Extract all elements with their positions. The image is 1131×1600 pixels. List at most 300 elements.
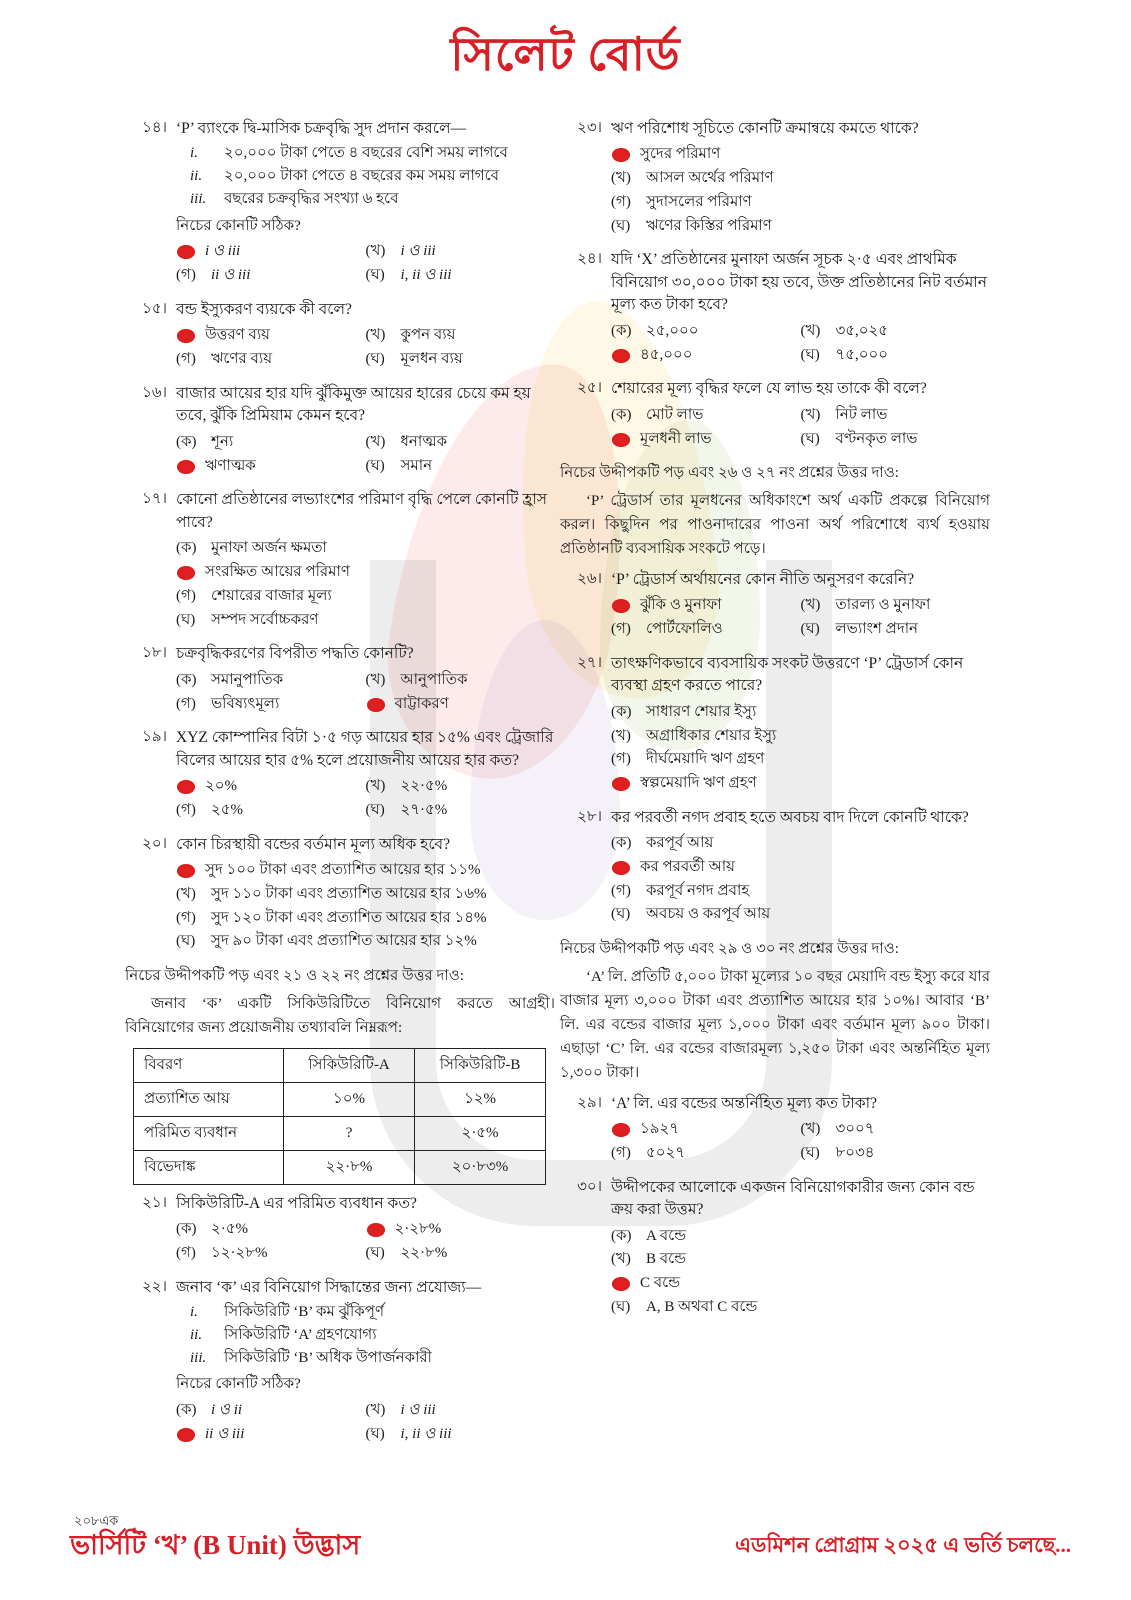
question-number: ২২। (142, 1278, 167, 1295)
option-text: করপূর্ব আয় (646, 835, 714, 852)
option-text: সমান (400, 457, 433, 474)
filled-bubble-icon (367, 698, 385, 712)
roman-text: বছরের চক্রবৃদ্ধির সংখ্যা ৬ হবে (224, 190, 399, 207)
question-item (125, 727, 555, 822)
roman-statement (176, 1325, 555, 1347)
question-number: ২৬। (577, 570, 602, 587)
option-label: (ঘ) (365, 1425, 385, 1442)
question-item (560, 249, 990, 367)
option-text: সুদের পরিমাণ (640, 146, 721, 163)
question-number: ২৩। (577, 120, 602, 136)
option-label: (খ) (176, 885, 196, 902)
option-label: (খ) (365, 778, 386, 795)
filled-bubble-icon (612, 433, 630, 447)
table-header-row (134, 1048, 546, 1082)
options-group (176, 669, 555, 717)
option-text: ১৯২৭ (640, 1121, 679, 1138)
answer-option[interactable] (801, 594, 991, 618)
question-number: ২৮। (577, 808, 602, 825)
question-stem: শেয়ারের মূল্য বৃদ্ধির ফলে যে লাভ হয় তাকে কী বলে? (611, 380, 927, 398)
option-label: (ঘ) (611, 217, 631, 234)
question-number: ২৭। (577, 654, 602, 671)
option-text: ভবিষ্যৎমূল্য (211, 695, 280, 712)
option-text: শূন্য (211, 433, 234, 450)
answer-option[interactable] (801, 404, 991, 428)
answer-option[interactable] (176, 1423, 366, 1447)
option-text: ২·৫% (211, 1221, 248, 1238)
roman-statement (176, 1348, 555, 1370)
answer-option[interactable] (611, 167, 990, 191)
filled-bubble-icon (612, 777, 630, 791)
roman-label: ii. (190, 1326, 203, 1343)
question-stem: ঋণ পরিশোধ সূচিতে কোনটি ক্রমান্বয়ে কমতে থাকে? (611, 120, 919, 137)
question-stem: কর পরবর্তী নগদ প্রবাহ হতে অবচয় বাদ দিলে কোনটি থাকে? (611, 808, 969, 826)
sub-question-prompt: নিচের কোনটি সঠিক? (176, 1376, 301, 1393)
answer-option[interactable] (611, 215, 990, 239)
option-text: ৪৫,০০০ (640, 346, 693, 363)
answer-option[interactable] (611, 143, 990, 167)
question-body (611, 1093, 990, 1166)
answer-option[interactable] (611, 1272, 990, 1296)
option-label: (ক) (176, 1221, 197, 1238)
option-label: (খ) (365, 327, 386, 344)
question-item (560, 1177, 990, 1320)
option-text: লভ্যাংশ প্রদান (835, 621, 919, 638)
answer-option[interactable] (366, 669, 556, 693)
answer-option[interactable] (366, 1218, 556, 1242)
question-number: ১৭। (142, 491, 167, 508)
question-body (611, 378, 990, 451)
question-stem: XYZ কোম্পানির বিটা ১·৫ গড় আয়ের হার ১৫% এবং ট্রেজারি বিলের আয়ের হার ৫% হলে প্রয়োজনীয় আয়ের হার কত? (176, 729, 554, 769)
options-group (611, 701, 990, 796)
securities-table (133, 1048, 546, 1185)
option-label: (খ) (611, 727, 631, 744)
option-text: ২৫% (211, 801, 243, 818)
option-label: (ঘ) (611, 906, 631, 923)
roman-statement (176, 166, 555, 188)
filled-bubble-icon (612, 861, 630, 875)
roman-label: ii. (190, 168, 203, 185)
answer-option[interactable] (366, 799, 556, 823)
option-text: ii ও iii (211, 267, 251, 284)
answer-option[interactable] (366, 431, 556, 455)
question-stem: তাৎক্ষণিকভাবে ব্যবসায়িক সংকট উত্তরণে ‘P’ ট্রেডার্স কোন ব্যবস্থা গ্রহণ করতে পারে? (611, 654, 964, 695)
option-text: সুদ ১১০ টাকা এবং প্রত্যাশিত আয়ের হার ১৬% (211, 885, 487, 902)
option-label: (ঘ) (800, 346, 820, 363)
footer-left-label: ভার্সিটি ‘খ’ (B Unit) উদ্ভাস (70, 1530, 361, 1560)
roman-label: i. (190, 145, 198, 162)
left-column (125, 118, 555, 1458)
filled-bubble-icon (612, 349, 630, 363)
footer-right: এডমিশন প্রোগ্রাম ২০২৫ এ ভর্তি চলছে... (735, 1533, 1071, 1557)
option-label: (খ) (365, 433, 386, 450)
option-text: i ও iii (205, 243, 241, 260)
passage-text: জনাব ‘ক’ একটি সিকিউরিটিতে বিনিয়োগ করতে আগ্রহী। বিনিয়োগের জন্য প্রয়োজনীয় তথ্যাবলি নিম্নরূপ: (125, 995, 555, 1036)
answer-option[interactable] (366, 264, 556, 288)
question-body (176, 383, 555, 478)
answer-option[interactable] (611, 1248, 990, 1272)
answer-option[interactable] (611, 880, 990, 904)
option-label: (ঘ) (365, 267, 385, 284)
option-label: (ঘ) (176, 933, 196, 950)
answer-option[interactable] (176, 693, 366, 717)
question-stem: সিকিউরিটি-A এর পরিমিত ব্যবধান কত? (176, 1194, 417, 1212)
option-label: (গ) (176, 801, 196, 818)
answer-option[interactable] (176, 775, 366, 799)
table-cell: পরিমিত ব্যবধান (134, 1116, 284, 1150)
answer-option[interactable] (176, 264, 366, 288)
answer-option[interactable] (176, 455, 366, 479)
answer-option[interactable] (611, 191, 990, 215)
option-label: (খ) (611, 170, 631, 187)
question-number: ২০। (142, 835, 167, 852)
answer-option[interactable] (176, 859, 555, 883)
option-text: তারল্য ও মুনাফা (835, 597, 931, 614)
answer-option[interactable] (176, 1242, 366, 1266)
option-label: (ক) (611, 406, 632, 423)
options-group (611, 1225, 990, 1320)
roman-text: ২০,০০০ টাকা পেতে ৪ বছরের কম সময় লাগবে (224, 168, 500, 185)
option-label: (খ) (800, 597, 821, 614)
question-item (125, 1277, 555, 1447)
filled-bubble-icon (612, 148, 630, 162)
question-item (125, 643, 555, 716)
option-text: সুদাসলের পরিমাণ (646, 193, 752, 210)
option-label: (ক) (611, 1227, 632, 1244)
answer-option[interactable] (611, 428, 801, 452)
option-label: (ঘ) (800, 1144, 820, 1161)
answer-option[interactable] (801, 428, 991, 452)
passage-instruction: নিচের উদ্দীপকটি পড় এবং ২৬ ও ২৭ নং প্রশ্নের উত্তর দাও: (560, 465, 899, 482)
option-text: সাধারণ শেয়ার ইস্যু (646, 703, 757, 720)
option-text: কুপন ব্যয় (400, 327, 456, 344)
option-label: (ঘ) (365, 801, 385, 818)
option-text: ধনাত্মক (400, 433, 448, 450)
answer-option[interactable] (366, 775, 556, 799)
question-item (560, 807, 990, 927)
option-label: (গ) (176, 695, 196, 712)
footer-left (70, 1512, 360, 1570)
option-text: ঋণাত্মক (205, 457, 256, 474)
option-label: (গ) (611, 751, 631, 768)
table-column-header: সিকিউরিটি-A (283, 1048, 415, 1082)
options-group (611, 143, 990, 238)
filled-bubble-icon (177, 566, 195, 580)
table-cell: ২২·৮% (283, 1150, 415, 1184)
options-group (176, 859, 555, 954)
question-stem: ‘P’ ট্রেডার্স অর্থায়নের কোন নীতি অনুসরণ করেনি? (611, 570, 915, 588)
roman-statement (176, 143, 555, 165)
roman-label: iii. (190, 190, 207, 207)
passage-instruction: নিচের উদ্দীপকটি পড় এবং ২৯ ও ৩০ নং প্রশ্নের উত্তর দাও: (560, 941, 899, 958)
option-label: (খ) (611, 1251, 631, 1268)
answer-option[interactable] (176, 561, 555, 585)
answer-option[interactable] (611, 701, 990, 725)
option-label: (ঘ) (365, 457, 385, 474)
option-label: (গ) (611, 621, 631, 638)
question-stem: চক্রবৃদ্ধিকরণের বিপরীত পদ্ধতি কোনটি? (176, 645, 414, 663)
footer-page-number: ২০৮এক (74, 1513, 119, 1528)
question-stem: ‘P’ ব্যাংকে দ্বি-মাসিক চক্রবৃদ্ধি সুদ প্রদান করলে— (176, 120, 467, 137)
answer-option[interactable] (176, 669, 366, 693)
option-text: কর পরবর্তী আয় (640, 858, 735, 875)
option-text: ২·২৮% (394, 1221, 442, 1238)
question-number: ১৮। (142, 645, 167, 662)
options-group (176, 537, 555, 632)
question-body (176, 1193, 555, 1266)
option-label: (ঘ) (365, 351, 385, 368)
answer-option[interactable] (366, 324, 556, 348)
answer-option[interactable] (176, 431, 366, 455)
answer-option[interactable] (801, 618, 991, 642)
filled-bubble-icon (177, 864, 195, 878)
table-row (134, 1116, 546, 1150)
question-item (560, 1093, 990, 1166)
option-label: (ক) (176, 671, 197, 688)
question-number: ২৯। (577, 1094, 602, 1111)
passage-text: ‘P’ ট্রেডার্স তার মূলধনের অধিকাংশে অর্থ একটি প্রকল্পে বিনিয়োগ করল। কিছুদিন পর পাওনাদারের পাওনা অর্থ পরিশোধে ব্যর্থ হওয়ায় প্রতিষ্ঠানটি ব্যবসায়িক সংকটে পড়ে। (560, 492, 990, 557)
option-label: (গ) (611, 882, 631, 899)
answer-option[interactable] (176, 883, 555, 907)
question-item (125, 834, 555, 954)
table-column-header: সিকিউরিটি-B (415, 1048, 545, 1082)
answer-option[interactable] (176, 609, 555, 633)
page-title: সিলেট বোর্ড (450, 29, 681, 80)
answer-option[interactable] (176, 537, 555, 561)
option-text: ২৫,০০০ (646, 322, 699, 339)
option-label: (ঘ) (611, 1298, 631, 1315)
question-body (176, 489, 555, 632)
filled-bubble-icon (177, 460, 195, 474)
option-text: সংরক্ষিত আয়ের পরিমাণ (205, 564, 350, 581)
answer-option[interactable] (611, 748, 990, 772)
question-number: ১৬। (142, 384, 167, 401)
table-column-header: বিবরণ (134, 1048, 284, 1082)
answer-option[interactable] (611, 344, 801, 368)
answer-option[interactable] (611, 1142, 801, 1166)
option-text: শেয়ারের বাজার মূল্য (211, 587, 332, 604)
options-group (611, 832, 990, 927)
question-number: ১৯। (142, 729, 167, 746)
question-body (176, 643, 555, 716)
answer-option[interactable] (801, 1142, 991, 1166)
table-cell: ১২% (415, 1082, 545, 1116)
option-text: i ও ii (211, 1402, 243, 1419)
answer-option[interactable] (611, 1225, 990, 1249)
option-label: (গ) (176, 351, 196, 368)
option-text: ১২·২৮% (211, 1244, 268, 1261)
answer-option[interactable] (801, 1118, 991, 1142)
answer-option[interactable] (611, 856, 990, 880)
option-text: ৮০৩৪ (835, 1144, 875, 1161)
option-label: (গ) (176, 267, 196, 284)
table-cell: ২·৫% (415, 1116, 545, 1150)
option-label: (ঘ) (176, 611, 196, 628)
filled-bubble-icon (177, 329, 195, 343)
option-text: ৭৫,০০০ (835, 346, 888, 363)
question-stem: উদ্দীপকের আলোকে একজন বিনিয়োগকারীর জন্য কোন বন্ড ক্রয় করা উত্তম? (611, 1178, 975, 1219)
option-text: i ও iii (400, 243, 436, 260)
question-stem: বাজার আয়ের হার যদি ঝুঁকিমুক্ত আয়ের হারের চেয়ে কম হয় তবে, ঝুঁকি প্রিমিয়াম কেমন হবে? (176, 384, 531, 425)
option-label: (ঘ) (800, 621, 820, 638)
answer-option[interactable] (611, 903, 990, 927)
option-text: ২০% (205, 778, 238, 795)
question-body (176, 834, 555, 954)
answer-option[interactable] (176, 324, 366, 348)
options-group (176, 240, 555, 288)
option-text: ঋণের কিস্তির পরিমাণ (646, 217, 772, 234)
question-body (176, 118, 555, 288)
question-body (611, 118, 990, 238)
answer-option[interactable] (366, 348, 556, 372)
answer-option[interactable] (176, 930, 555, 954)
answer-option[interactable] (176, 1218, 366, 1242)
question-stem: যদি ‘X’ প্রতিষ্ঠানের মুনাফা অর্জন সূচক ২·৫ এবং প্রাথমিক বিনিয়োগ ৩০,০০০ টাকা হয় তবে, উক্ত প্রতিষ্ঠানের নিট বর্তমান মূল্য কত টাকা হবে? (611, 251, 988, 314)
options-group (176, 431, 555, 479)
question-item (560, 118, 990, 238)
question-number: ২১। (142, 1194, 167, 1211)
sub-question-prompt: নিচের কোনটি সঠিক? (176, 217, 301, 234)
option-text: আসল অর্থের পরিমাণ (646, 170, 774, 187)
options-group (176, 324, 555, 372)
option-label: (খ) (365, 671, 386, 688)
option-text: ঝুঁকি ও মুনাফা (640, 597, 722, 614)
roman-statement (176, 189, 555, 211)
answer-option[interactable] (176, 585, 555, 609)
option-text: সুদ ১০০ টাকা এবং প্রত্যাশিত আয়ের হার ১১% (205, 862, 481, 879)
option-text: i ও iii (400, 1402, 436, 1419)
answer-option[interactable] (801, 320, 991, 344)
question-stem: কোন চিরস্থায়ী বন্ডের বর্তমান মূল্য অধিক হবে? (176, 835, 451, 853)
options-group (611, 594, 990, 642)
table-cell: বিভেদাঙ্ক (134, 1150, 284, 1184)
option-label: (ঘ) (365, 1244, 385, 1261)
option-text: পোর্টফোলিও (646, 621, 723, 638)
option-text: A বন্ডে (646, 1227, 687, 1244)
answer-option[interactable] (366, 455, 556, 479)
option-text: মুনাফা অর্জন ক্ষমতা (211, 540, 327, 557)
answer-option[interactable] (176, 240, 366, 264)
question-item (125, 299, 555, 372)
answer-option[interactable] (176, 348, 366, 372)
option-text: স্বল্পমেয়াদি ঋণ গ্রহণ (640, 775, 757, 791)
answer-option[interactable] (801, 344, 991, 368)
question-body (611, 249, 990, 367)
question-number: ২৫। (577, 380, 602, 397)
filled-bubble-icon (612, 1277, 630, 1291)
option-label: (ক) (611, 703, 632, 720)
options-group (611, 320, 990, 368)
option-text: সম্পদ সর্বোচ্চকরণ (211, 611, 319, 628)
option-label: (খ) (800, 322, 821, 339)
question-body (176, 1277, 555, 1447)
option-text: ৩০০৭ (835, 1121, 875, 1138)
question-body (611, 1177, 990, 1320)
table-cell: প্রত্যাশিত আয় (134, 1082, 284, 1116)
option-text: ২২·৮% (400, 1244, 448, 1261)
option-text: ii ও iii (205, 1425, 245, 1442)
answer-option[interactable] (611, 618, 801, 642)
option-text: অগ্রাধিকার শেয়ার ইস্যু (646, 727, 777, 744)
answer-option[interactable] (611, 725, 990, 749)
question-item (125, 1193, 555, 1266)
option-label: (গ) (176, 1244, 196, 1261)
answer-option[interactable] (176, 1399, 366, 1423)
answer-option[interactable] (611, 404, 801, 428)
option-text: ঋণের ব্যয় (211, 351, 273, 368)
filled-bubble-icon (367, 1223, 385, 1237)
option-text: আনুপাতিক (400, 671, 468, 688)
option-label: (ক) (176, 540, 197, 557)
roman-label: iii. (190, 1349, 207, 1366)
option-text: i, ii ও iii (400, 1425, 452, 1442)
table-cell: ? (283, 1116, 415, 1150)
answer-option[interactable] (611, 1118, 801, 1142)
question-number: ৩০। (577, 1178, 602, 1195)
answer-option[interactable] (366, 240, 556, 264)
option-label: (ক) (176, 1402, 197, 1419)
option-text: বাট্টাকরণ (394, 695, 449, 712)
filled-bubble-icon (612, 599, 630, 613)
question-stem: বন্ড ইস্যুকরণ ব্যয়কে কী বলে? (176, 300, 352, 318)
filled-bubble-icon (612, 1123, 630, 1137)
question-stem: ‘A’ লি. এর বন্ডের অন্তর্নিহিত মূল্য কত টাকা? (611, 1094, 877, 1112)
options-group (611, 1118, 990, 1166)
answer-option[interactable] (176, 799, 366, 823)
option-text: নিট লাভ (835, 406, 888, 423)
answer-option[interactable] (366, 1423, 556, 1447)
option-label: (ক) (611, 322, 632, 339)
answer-option[interactable] (366, 1242, 556, 1266)
option-text: ২২·৫% (400, 778, 448, 795)
answer-option[interactable] (366, 693, 556, 717)
option-label: (গ) (611, 193, 631, 210)
answer-option[interactable] (611, 772, 990, 796)
question-stem: কোনো প্রতিষ্ঠানের লভ্যাংশের পরিমাণ বৃদ্ধি পেলে কোনটি হ্রাস পাবে? (176, 491, 548, 531)
answer-option[interactable] (366, 1399, 556, 1423)
question-item (560, 653, 990, 796)
option-text: ৩৫,০২৫ (835, 322, 888, 339)
option-text: বণ্টনকৃত লাভ (835, 430, 918, 447)
option-text: অবচয় ও করপূর্ব আয় (646, 906, 771, 923)
filled-bubble-icon (177, 1428, 195, 1442)
option-text: দীর্ঘমেয়াদি ঋণ গ্রহণ (646, 751, 765, 768)
question-item (125, 118, 555, 288)
answer-option[interactable] (611, 320, 801, 344)
question-item (125, 383, 555, 478)
option-text: মূলধনী লাভ (640, 430, 712, 447)
options-group (176, 775, 555, 823)
right-column (560, 118, 990, 1331)
option-label: (খ) (800, 406, 821, 423)
question-number: ২৪। (577, 251, 602, 268)
option-text: সুদ ৯০ টাকা এবং প্রত্যাশিত আয়ের হার ১২% (211, 933, 477, 950)
answer-option[interactable] (611, 1296, 990, 1320)
answer-option[interactable] (611, 594, 801, 618)
option-label: (ঘ) (800, 430, 820, 447)
roman-text: সিকিউরিটি ‘B’ অধিক উপার্জনকারী (224, 1349, 432, 1366)
passage-text: ‘A’ লি. প্রতিটি ৫,০০০ টাকা মূল্যের ১০ বছর মেয়াদি বন্ড ইস্যু করে যার বাজার মূল্য ৩,০০০ টাকা এবং প্রত্যাশিত আয়ের হার ১০%। আবার ‘B’ লি. এর বন্ডের বাজার মূল্য ১,০০০ টাকা এবং বর্তমান মূল্য ৯০০ টাকা। এছাড়া ‘C’ লি. এর বন্ডের বাজারমূল্য ১,২৫০ টাকা এবং অন্তর্নিহিত মূল্য ১,৩০০ টাকা। (560, 968, 990, 1081)
option-text: সমানুপাতিক (211, 671, 284, 688)
option-text: মোট লাভ (646, 406, 704, 423)
question-number: ১৫। (142, 300, 167, 317)
question-body (176, 727, 555, 822)
answer-option[interactable] (611, 832, 990, 856)
filled-bubble-icon (177, 780, 195, 794)
roman-label: i. (190, 1304, 198, 1321)
question-item (560, 569, 990, 642)
answer-option[interactable] (176, 907, 555, 931)
